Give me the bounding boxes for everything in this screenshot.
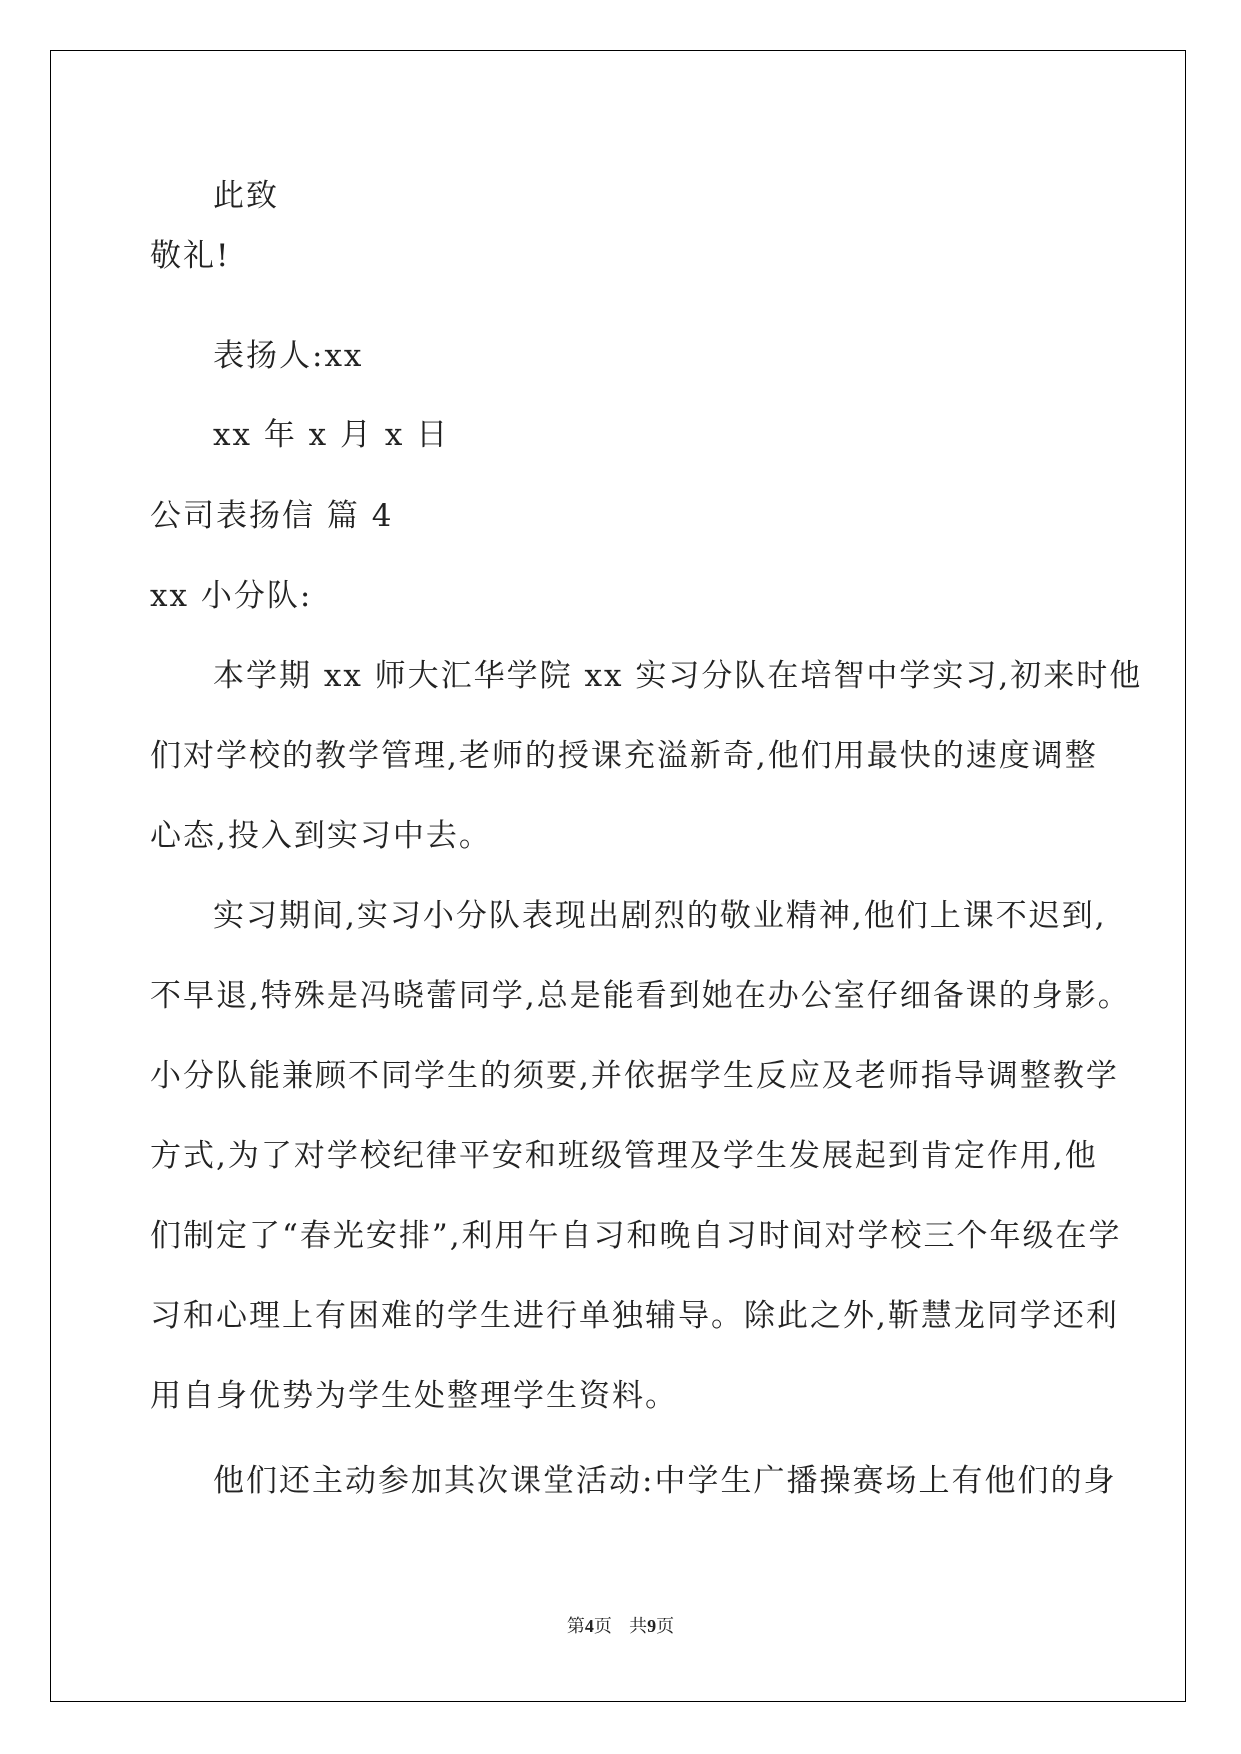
body-line: 心态,投入到实习中去。 [150,818,492,854]
closing-ci-zhi: 此致 [213,178,279,214]
date-line: xx 年 x 月 x 日 [213,417,450,453]
body-line: 他们还主动参加其次课堂活动:中学生广播操赛场上有他们的身 [213,1463,1117,1499]
footer-suffix: 页 [656,1616,675,1637]
total-pages-number: 9 [647,1616,657,1636]
signer-line: 表扬人:xx [213,338,364,374]
footer-prefix: 第 [566,1616,585,1637]
section-title: 公司表扬信 篇 4 [150,498,394,534]
body-line: 实习期间,实习小分队表现出剧烈的敬业精神,他们上课不迟到, [213,898,1107,934]
body-line: 用自身优势为学生处整理学生资料。 [150,1378,678,1414]
salutation: xx 小分队: [150,578,313,614]
body-line: 不早退,特殊是冯晓蕾同学,总是能看到她在办公室仔细备课的身影。 [150,978,1131,1014]
body-line: 们对学校的教学管理,老师的授课充溢新奇,他们用最快的速度调整 [150,738,1098,774]
body-line: 们制定了“春光安排”,利用午自习和晚自习时间对学校三个年级在学 [150,1218,1122,1254]
current-page-number: 4 [584,1616,594,1636]
body-line: 小分队能兼顾不同学生的须要,并依据学生反应及老师指导调整教学 [150,1058,1119,1094]
body-line: 习和心理上有困难的学生进行单独辅导。除此之外,靳慧龙同学还利 [150,1298,1119,1334]
footer-mid: 页 共 [593,1616,648,1637]
body-line: 方式,为了对学校纪律平安和班级管理及学生发展起到肯定作用,他 [150,1138,1098,1174]
page-footer [0,1612,1241,1638]
body-line: 本学期 xx 师大汇华学院 xx 实习分队在培智中学实习,初来时他 [213,658,1143,694]
closing-jing-li: 敬礼! [150,238,231,274]
